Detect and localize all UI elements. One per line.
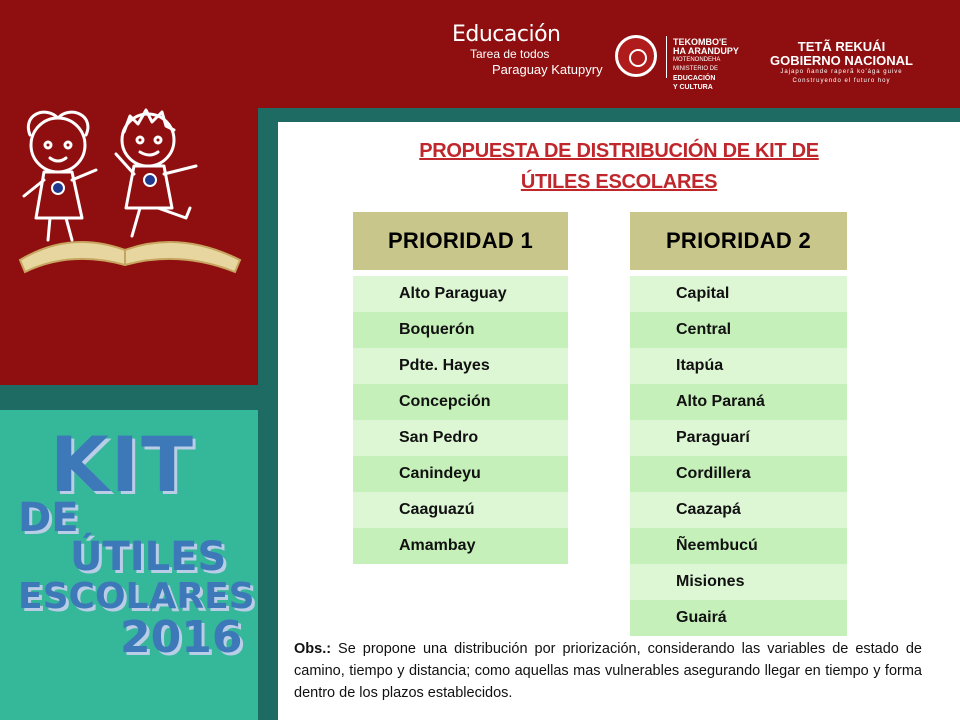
priority-1-header: PRIORIDAD 1 xyxy=(353,212,568,270)
list-item: Misiones xyxy=(630,564,847,600)
list-item: Ñeembucú xyxy=(630,528,847,564)
logo-divider xyxy=(666,36,667,78)
top-banner xyxy=(0,0,960,110)
gobierno-line-1: TETÃ REKUÁI xyxy=(797,39,886,54)
priority-2-column xyxy=(630,212,847,636)
ministry-line-5: EDUCACIÓN xyxy=(673,75,716,82)
ministry-logo xyxy=(673,38,739,92)
list-item: Canindeyu xyxy=(353,456,568,492)
escolares-word: ESCOLARES xyxy=(18,576,255,617)
list-item: Central xyxy=(630,312,847,348)
page-title xyxy=(278,136,960,198)
educacion-logo xyxy=(452,22,603,77)
educacion-logo-name: Educación xyxy=(452,22,561,47)
ministry-line-1: TEKOMBO'E xyxy=(673,37,728,47)
list-item: San Pedro xyxy=(353,420,568,456)
de-word: DE xyxy=(18,495,79,541)
educacion-logo-tagline: Tarea de todos xyxy=(470,47,550,61)
national-seal-icon xyxy=(615,35,657,77)
list-item: Amambay xyxy=(353,528,568,564)
ministry-line-2: HA ARANDUPY xyxy=(673,46,739,56)
ministry-line-4: MINISTERIO DE xyxy=(673,66,719,72)
list-item: Capital xyxy=(630,276,847,312)
observation-text: Se propone una distribución por priorización, considerando las variables de estado de camino, tiempo y distancia; como aquellas mas vulnerables asegurando llegar en tiempo y forma dentro de los plazos establecidos. xyxy=(294,641,922,701)
list-item: Caaguazú xyxy=(353,492,568,528)
gobierno-nacional-logo xyxy=(770,40,913,86)
priority-1-column xyxy=(353,212,568,564)
ministry-line-3: MOTENONDEHA xyxy=(673,57,721,63)
list-item: Caazapá xyxy=(630,492,847,528)
gobierno-line-4: Construyendo el futuro hoy xyxy=(792,78,891,84)
year-word: 2016 xyxy=(120,612,243,663)
list-item: Alto Paraguay xyxy=(353,276,568,312)
list-item: Guairá xyxy=(630,600,847,636)
children-book-illustration xyxy=(0,100,250,300)
page-title-line-2: ÚTILES ESCOLARES xyxy=(520,171,718,193)
kit-word: KIT xyxy=(50,420,196,509)
list-item: Itapúa xyxy=(630,348,847,384)
list-item: Paraguarí xyxy=(630,420,847,456)
list-item: Boquerón xyxy=(353,312,568,348)
list-item: Pdte. Hayes xyxy=(353,348,568,384)
priority-2-header: PRIORIDAD 2 xyxy=(630,212,847,270)
list-item: Cordillera xyxy=(630,456,847,492)
list-item: Concepción xyxy=(353,384,568,420)
list-item: Alto Paraná xyxy=(630,384,847,420)
page-title-line-1: PROPUESTA DE DISTRIBUCIÓN DE KIT DE xyxy=(419,140,819,162)
gobierno-line-3: Jajapo ñande raperã ko'ága guive xyxy=(780,69,903,75)
utiles-word: ÚTILES xyxy=(70,534,227,580)
priority-2-list xyxy=(630,276,847,636)
gobierno-line-2: GOBIERNO NACIONAL xyxy=(770,53,913,68)
priority-1-list xyxy=(353,276,568,564)
educacion-logo-subtitle: Paraguay Katupyry xyxy=(492,62,603,77)
observation-prefix: Obs.: xyxy=(294,641,332,657)
ministry-line-6: Y CULTURA xyxy=(673,84,713,91)
observation-note xyxy=(294,638,922,704)
